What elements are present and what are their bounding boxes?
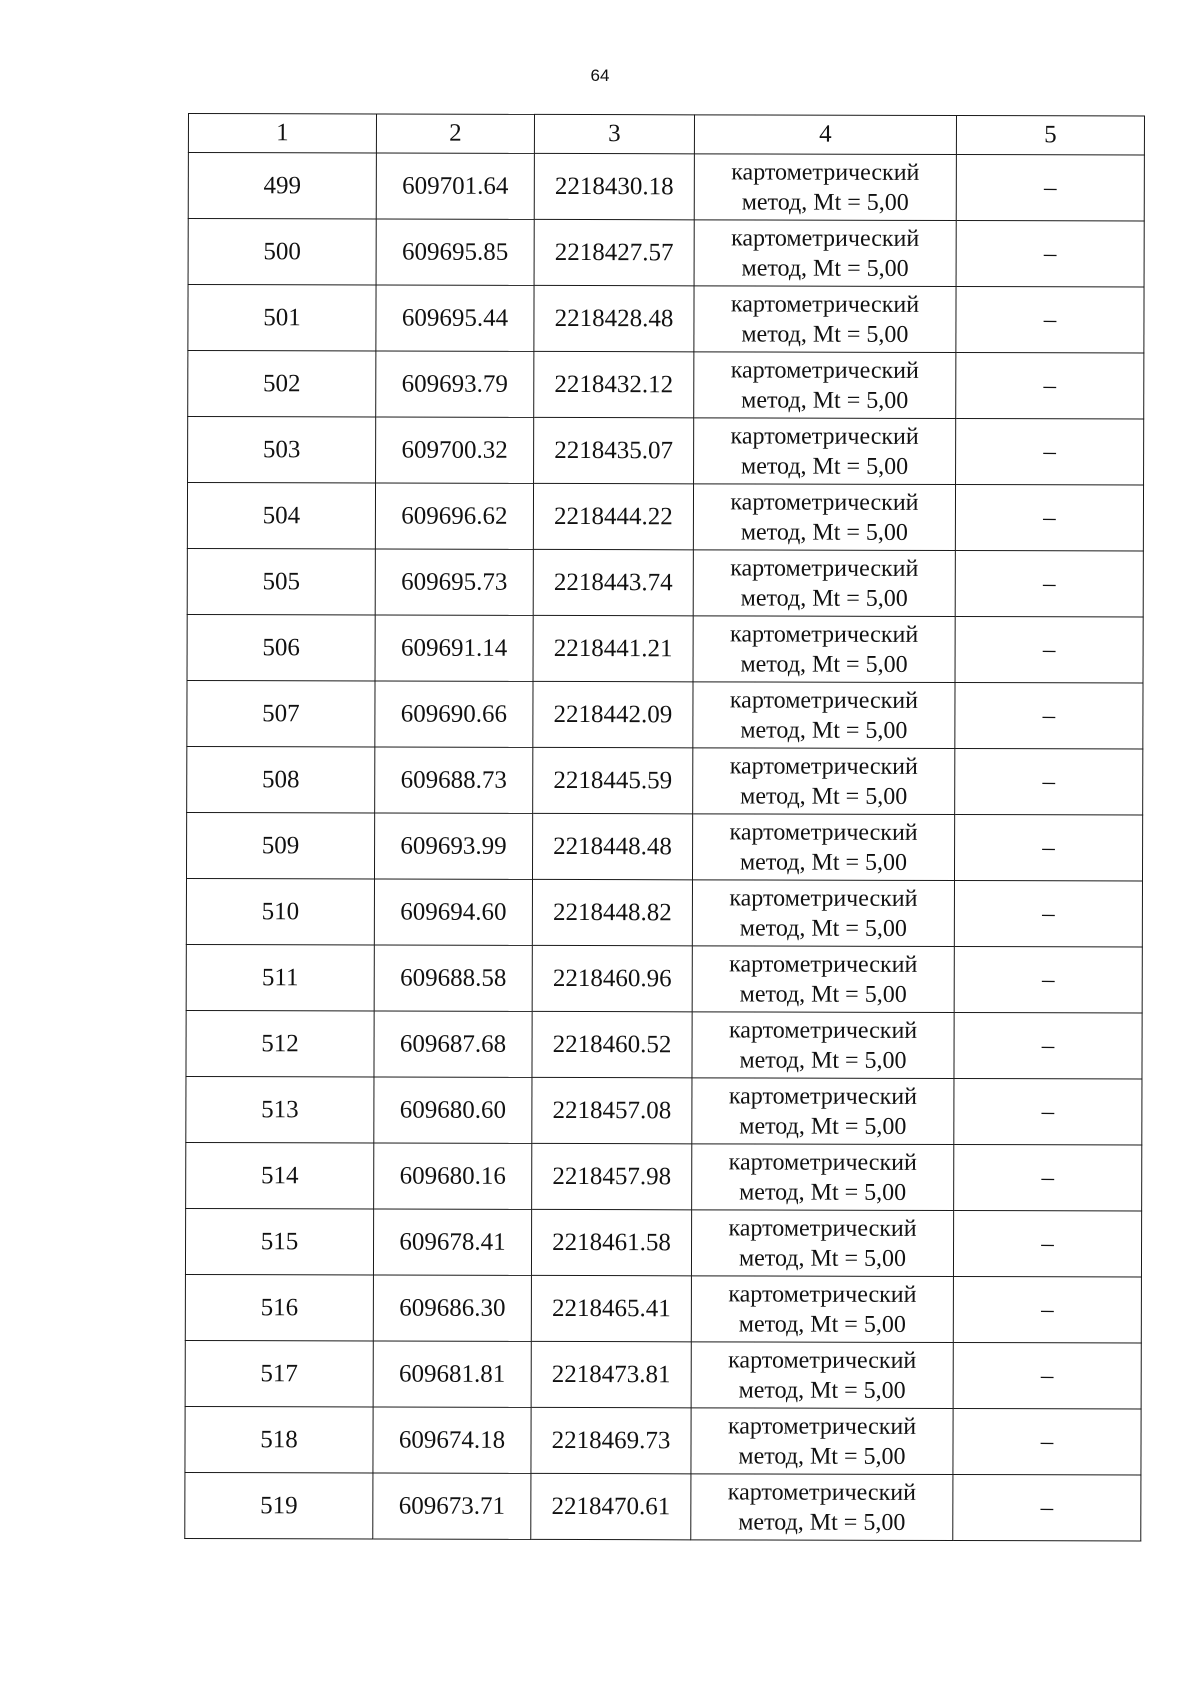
method-line-1: картометрический	[730, 422, 919, 450]
point-number-cell: 500	[188, 219, 376, 285]
x-coordinate-cell: 609695.44	[376, 285, 534, 351]
y-coordinate-cell: 2218460.96	[532, 945, 692, 1011]
page-number: 64	[590, 66, 610, 85]
method-line-2: метод, Mt = 5,00	[740, 584, 908, 612]
note-cell: –	[954, 881, 1142, 947]
table-row	[185, 1208, 1141, 1277]
method-line-1: картометрический	[729, 752, 918, 780]
y-coordinate-cell: 2218443.74	[533, 549, 693, 615]
note-cell: –	[956, 353, 1144, 419]
x-coordinate-cell: 609691.14	[375, 615, 533, 681]
column-header-2: 2	[376, 114, 534, 153]
note-cell: –	[955, 551, 1143, 617]
y-coordinate-cell: 2218428.48	[534, 285, 694, 351]
y-coordinate-cell: 2218457.08	[532, 1077, 692, 1143]
method-line-1: картометрический	[728, 1280, 917, 1308]
note-cell: –	[956, 221, 1144, 287]
y-coordinate-cell: 2218473.81	[531, 1341, 691, 1407]
method-line-2: метод, Mt = 5,00	[738, 1442, 906, 1470]
note-cell: –	[956, 287, 1144, 353]
note-cell: –	[956, 155, 1144, 221]
point-number-cell: 506	[187, 614, 375, 680]
method-cell	[694, 154, 956, 221]
coordinates-table	[184, 113, 1145, 1542]
method-cell	[693, 616, 955, 683]
note-cell: –	[953, 1475, 1141, 1541]
method-cell	[694, 352, 956, 419]
note-cell: –	[954, 1079, 1142, 1145]
table-row	[185, 1274, 1141, 1343]
method-cell	[691, 1474, 953, 1541]
method-line-2: метод, Mt = 5,00	[738, 1376, 906, 1404]
y-coordinate-cell: 2218441.21	[533, 615, 693, 681]
table-row	[188, 351, 1144, 420]
note-cell: –	[955, 485, 1143, 551]
method-line-1: картометрический	[728, 1214, 917, 1242]
method-cell	[692, 946, 954, 1013]
table-row	[186, 812, 1142, 881]
method-line-1: картометрический	[730, 356, 919, 384]
x-coordinate-cell: 609693.99	[374, 813, 532, 879]
note-cell: –	[955, 617, 1143, 683]
method-line-2: метод, Mt = 5,00	[740, 782, 908, 810]
table-row	[185, 1406, 1141, 1475]
x-coordinate-cell: 609694.60	[374, 879, 532, 945]
point-number-cell: 501	[188, 285, 376, 351]
y-coordinate-cell: 2218470.61	[531, 1473, 691, 1539]
x-coordinate-cell: 609695.73	[375, 549, 533, 615]
point-number-cell: 502	[188, 351, 376, 417]
note-cell: –	[955, 749, 1143, 815]
method-line-1: картометрический	[730, 488, 919, 516]
method-line-2: метод, Mt = 5,00	[738, 1244, 907, 1272]
y-coordinate-cell: 2218448.82	[532, 879, 692, 945]
method-cell	[691, 1210, 953, 1277]
x-coordinate-cell: 609688.73	[375, 747, 533, 813]
method-line-1: картометрический	[729, 884, 918, 912]
method-cell	[691, 1342, 953, 1409]
point-number-cell: 505	[187, 548, 375, 614]
method-line-1: картометрический	[728, 1016, 918, 1044]
x-coordinate-cell: 609686.30	[373, 1275, 531, 1341]
table-header	[188, 114, 1144, 156]
method-line-2: метод, Mt = 5,00	[739, 980, 907, 1008]
x-coordinate-cell: 609700.32	[376, 417, 534, 483]
column-header-3: 3	[534, 114, 694, 153]
method-line-1: картометрический	[727, 1412, 917, 1440]
x-coordinate-cell: 609687.68	[374, 1011, 532, 1077]
table-row	[188, 417, 1144, 486]
column-header-4: 4	[694, 115, 956, 155]
method-line-1: картометрический	[728, 1346, 917, 1374]
table-row	[187, 483, 1143, 552]
x-coordinate-cell: 609680.16	[374, 1143, 532, 1209]
method-line-1: картометрический	[731, 158, 920, 186]
y-coordinate-cell: 2218460.52	[532, 1011, 692, 1077]
x-coordinate-cell: 609693.79	[376, 351, 534, 417]
y-coordinate-cell: 2218461.58	[531, 1209, 691, 1275]
table-row	[186, 878, 1142, 947]
point-number-cell: 512	[186, 1010, 374, 1076]
method-line-2: метод, Mt = 5,00	[739, 1112, 907, 1140]
note-cell: –	[954, 1013, 1142, 1079]
x-coordinate-cell: 609696.62	[375, 483, 533, 549]
y-coordinate-cell: 2218432.12	[534, 351, 694, 417]
note-cell: –	[953, 1211, 1141, 1277]
method-line-1: картометрический	[729, 950, 918, 978]
method-cell	[692, 1078, 954, 1145]
method-cell	[694, 286, 956, 353]
method-line-2: метод, Mt = 5,00	[740, 518, 908, 546]
x-coordinate-cell: 609701.64	[376, 153, 534, 219]
x-coordinate-cell: 609681.81	[373, 1341, 531, 1407]
method-line-2: метод, Mt = 5,00	[739, 1046, 907, 1074]
point-number-cell: 518	[185, 1406, 373, 1472]
method-cell	[692, 1012, 954, 1079]
coordinates-table-wrapper	[184, 113, 1144, 1541]
x-coordinate-cell: 609680.60	[374, 1077, 532, 1143]
point-number-cell: 519	[185, 1472, 373, 1538]
point-number-cell: 499	[188, 153, 376, 219]
method-line-2: метод, Mt = 5,00	[739, 914, 907, 942]
x-coordinate-cell: 609674.18	[373, 1407, 531, 1473]
method-cell	[693, 484, 955, 551]
x-coordinate-cell: 609695.85	[376, 219, 534, 285]
point-number-cell: 507	[187, 680, 375, 746]
table-row	[187, 614, 1143, 683]
table-row	[187, 680, 1143, 749]
method-line-2: метод, Mt = 5,00	[740, 650, 908, 678]
point-number-cell: 516	[185, 1274, 373, 1340]
note-cell: –	[956, 419, 1144, 485]
method-line-1: картометрический	[727, 1478, 916, 1506]
x-coordinate-cell: 609690.66	[375, 681, 533, 747]
y-coordinate-cell: 2218430.18	[534, 153, 694, 219]
method-cell	[691, 1408, 953, 1475]
y-coordinate-cell: 2218465.41	[531, 1275, 691, 1341]
x-coordinate-cell: 609688.58	[374, 945, 532, 1011]
point-number-cell: 513	[186, 1076, 374, 1142]
point-number-cell: 510	[186, 878, 374, 944]
y-coordinate-cell: 2218457.98	[532, 1143, 692, 1209]
table-row	[186, 1076, 1142, 1145]
y-coordinate-cell: 2218469.73	[531, 1407, 691, 1473]
method-line-1: картометрический	[728, 1148, 917, 1176]
table-row	[188, 153, 1144, 222]
point-number-cell: 508	[187, 746, 375, 812]
table-row	[188, 219, 1144, 288]
note-cell: –	[954, 1145, 1142, 1211]
method-cell	[692, 1144, 954, 1211]
method-line-1: картометрический	[729, 686, 919, 714]
point-number-cell: 504	[187, 483, 375, 549]
table-row	[185, 1340, 1141, 1409]
method-cell	[692, 880, 954, 947]
method-line-1: картометрический	[731, 224, 920, 252]
method-line-2: метод, Mt = 5,00	[741, 386, 909, 414]
y-coordinate-cell: 2218445.59	[533, 747, 693, 813]
table-row	[187, 548, 1143, 617]
column-header-1: 1	[188, 114, 376, 153]
method-cell	[694, 220, 956, 287]
method-line-2: метод, Mt = 5,00	[741, 254, 909, 282]
note-cell: –	[953, 1277, 1141, 1343]
note-cell: –	[954, 815, 1142, 881]
method-cell	[694, 418, 956, 485]
point-number-cell: 514	[186, 1142, 374, 1208]
table-row	[187, 746, 1143, 815]
point-number-cell: 503	[188, 417, 376, 483]
method-cell	[693, 682, 955, 749]
y-coordinate-cell: 2218444.22	[533, 483, 693, 549]
point-number-cell: 509	[186, 812, 374, 878]
table-body	[185, 153, 1145, 1541]
method-line-2: метод, Mt = 5,00	[739, 848, 908, 876]
point-number-cell: 511	[186, 944, 374, 1010]
method-line-2: метод, Mt = 5,00	[740, 716, 908, 744]
y-coordinate-cell: 2218435.07	[534, 417, 694, 483]
method-line-2: метод, Mt = 5,00	[738, 1508, 906, 1536]
method-line-1: картометрический	[730, 620, 919, 648]
y-coordinate-cell: 2218427.57	[534, 219, 694, 285]
method-line-2: метод, Mt = 5,00	[741, 320, 909, 348]
method-line-2: метод, Mt = 5,00	[741, 188, 909, 216]
method-line-2: метод, Mt = 5,00	[739, 1178, 907, 1206]
method-cell	[693, 550, 955, 617]
x-coordinate-cell: 609678.41	[373, 1209, 531, 1275]
method-line-2: метод, Mt = 5,00	[740, 452, 909, 480]
table-row	[185, 1472, 1141, 1541]
method-cell	[693, 748, 955, 815]
note-cell: –	[953, 1409, 1141, 1475]
y-coordinate-cell: 2218448.48	[532, 813, 692, 879]
method-line-1: картометрический	[730, 554, 919, 582]
point-number-cell: 517	[185, 1340, 373, 1406]
table-row	[186, 944, 1142, 1013]
table-row	[188, 285, 1144, 354]
note-cell: –	[954, 947, 1142, 1013]
column-header-5: 5	[956, 116, 1144, 155]
y-coordinate-cell: 2218442.09	[533, 681, 693, 747]
x-coordinate-cell: 609673.71	[373, 1473, 531, 1539]
method-cell	[691, 1276, 953, 1343]
method-line-1: картометрический	[729, 818, 918, 846]
method-line-2: метод, Mt = 5,00	[738, 1310, 906, 1338]
header-row	[188, 114, 1144, 156]
note-cell: –	[955, 683, 1143, 749]
method-line-1: картометрический	[730, 290, 920, 318]
note-cell: –	[953, 1343, 1141, 1409]
method-line-1: картометрический	[728, 1082, 918, 1110]
table-row	[186, 1142, 1142, 1211]
table-row	[186, 1010, 1142, 1079]
method-cell	[692, 814, 954, 881]
point-number-cell: 515	[185, 1208, 373, 1274]
